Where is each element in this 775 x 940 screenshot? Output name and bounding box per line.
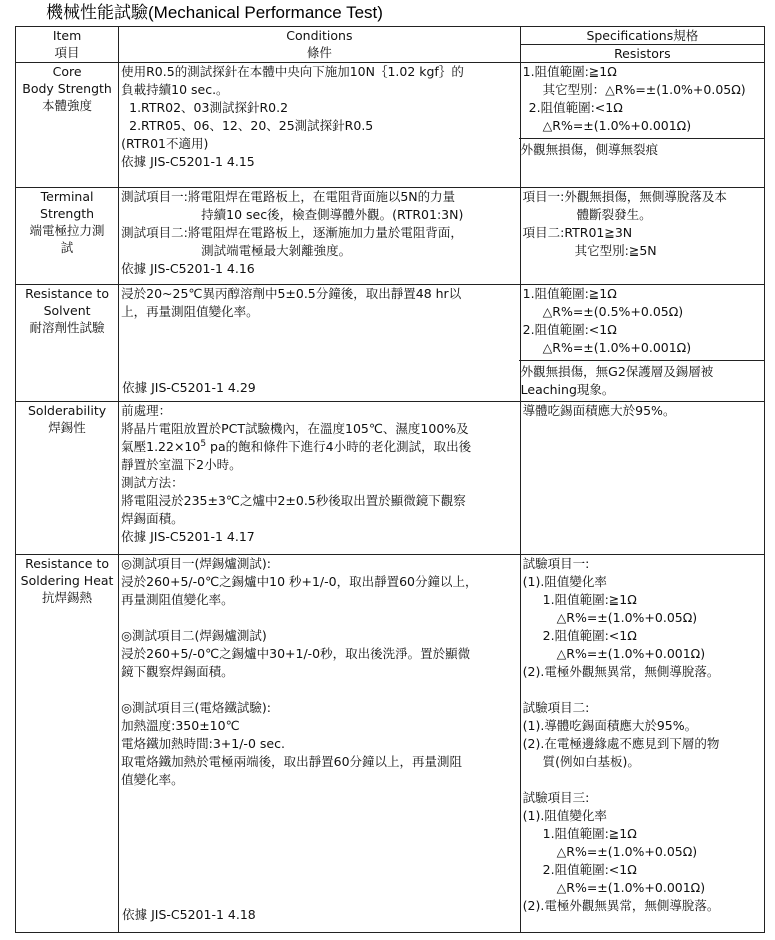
spec-line: 質(例如白基板)。	[542, 754, 640, 769]
spec-line: 2.阻值範圍:<1Ω	[542, 862, 637, 877]
condition-line: 再量測阻值變化率。	[121, 592, 234, 607]
condition-line: 使用R0.5的測試探針在本體中央向下施加10N｛1.02 kgf｝的	[121, 64, 464, 79]
spec-line: 2.阻值範圍:<1Ω	[528, 100, 623, 115]
item-name-line: 端電極拉力測	[29, 223, 105, 238]
standard-reference: 依據 JIS-C5201-1 4.15	[121, 154, 255, 169]
item-name-line: Soldering Heat	[20, 573, 114, 588]
spacer	[521, 681, 764, 699]
header-conditions	[119, 27, 521, 63]
spec-line: 導體吃錫面積應大於95%。	[522, 403, 676, 418]
spec-line: (2).電極外觀無異常，無側導脫落。	[522, 898, 720, 913]
standard-reference: 依據 JIS-C5201-1 4.18	[122, 907, 256, 922]
condition-line: 測試方法：	[121, 475, 184, 490]
condition-line: 浸於20~25℃異丙醇溶劑中5±0.5分鐘後，取出靜置48 hr以	[121, 286, 462, 301]
conditions-resistance-to-soldering-heat	[119, 555, 521, 933]
spec-line: 2.阻值範圍:<1Ω	[522, 322, 617, 337]
item-name-line: Resistance to	[25, 556, 109, 571]
spec-line: 其它型別：△R%=±(1.0%+0.05Ω)	[542, 82, 746, 97]
condition-line: ◎測試項目三(電烙鐵試驗):	[121, 700, 271, 715]
spec-line: △R%=±(1.0%+0.05Ω)	[556, 610, 698, 625]
spec-resistance-to-solvent	[520, 285, 764, 402]
condition-line: 取電烙鐵加熱於電極兩端後，取出靜置60分鐘以上，再量測阻	[121, 754, 463, 769]
conditions-resistance-to-solvent	[119, 285, 521, 402]
item-name-line: Strength	[40, 206, 95, 221]
header-conditions-zh: 條件	[306, 45, 332, 60]
item-name-line: Core	[52, 64, 82, 79]
condition-line: 2.RTR05、06、12、20、25測試探針R0.5	[129, 118, 374, 133]
row-core-body-strength	[16, 63, 765, 188]
spec-line: 項目二:RTR01≧3N	[522, 225, 633, 240]
spec-line: △R%=±(0.5%+0.05Ω)	[542, 304, 684, 319]
spec-line: (1).阻值變化率	[522, 574, 607, 589]
spec-line: Leaching現象。	[520, 382, 615, 397]
pressure-exponent: 5	[200, 438, 207, 449]
page-title: 機械性能試驗(Mechanical Performance Test)	[46, 3, 383, 22]
header-spec-resistors: Resistors	[614, 46, 671, 61]
item-name-line: 試	[60, 240, 74, 255]
item-name-line: Resistance to	[25, 286, 109, 301]
spec-line: 1.阻值範圍:≧1Ω	[542, 592, 637, 607]
item-resistance-to-soldering-heat	[16, 555, 119, 933]
item-name-line: 耐溶劑性試驗	[29, 320, 105, 335]
spec-appearance: 外觀無損傷，無G2保護層及錫層被	[519, 360, 764, 381]
mechanical-test-table	[15, 26, 765, 933]
standard-reference: 依據 JIS-C5201-1 4.29	[122, 380, 256, 395]
spec-line: 試驗項目三:	[522, 790, 590, 805]
row-resistance-to-solvent	[16, 285, 765, 402]
spec-core-body-strength	[520, 63, 764, 188]
condition-line: 浸於260+5/-0℃之錫爐中10 秒+1/-0，取出靜置60分鐘以上，	[121, 574, 478, 589]
header-row	[16, 27, 765, 63]
item-name-line: 本體強度	[42, 98, 93, 113]
header-specifications	[520, 27, 764, 63]
spec-line: 2.阻值範圍:<1Ω	[542, 628, 637, 643]
condition-line: 浸於260+5/-0℃之錫爐中30+1/-0秒，取出後洗淨。置於顯微	[121, 646, 471, 661]
condition-line: 將電阻浸於235±3℃之爐中2±0.5秒後取出置於顯微鏡下觀察	[121, 493, 466, 508]
spec-line: (2).在電極邊緣處不應見到下層的物	[522, 736, 720, 751]
spec-solderability	[520, 402, 764, 555]
condition-line	[121, 438, 518, 456]
spec-terminal-strength	[520, 188, 764, 285]
header-item	[16, 27, 119, 63]
spec-line: 試驗項目一:	[522, 556, 590, 571]
spec-line: 其它型別:≧5N	[574, 243, 657, 258]
header-spec-top: Specifications規格	[521, 27, 764, 45]
conditions-terminal-strength	[119, 188, 521, 285]
spec-line: △R%=±(1.0%+0.001Ω)	[556, 880, 706, 895]
item-name-line: Terminal	[40, 189, 94, 204]
item-name-line: Body Strength	[22, 81, 112, 96]
pressure-value: 氣壓1.22×10	[121, 439, 201, 454]
standard-reference: 依據 JIS-C5201-1 4.17	[121, 529, 255, 544]
condition-line: 鏡下觀察焊錫面積。	[121, 664, 234, 679]
spec-line: (2).電極外觀無異常，無側導脫落。	[522, 664, 720, 679]
spacer	[121, 681, 518, 699]
spec-line: 項目一:外觀無損傷，無側導脫落及本	[522, 189, 727, 204]
spec-line: 1.阻值範圍:≧1Ω	[522, 64, 617, 79]
condition-line: 前處理：	[121, 403, 172, 418]
spec-line: △R%=±(1.0%+0.001Ω)	[542, 340, 692, 355]
item-resistance-to-solvent	[16, 285, 119, 402]
spec-resistance-to-soldering-heat	[520, 555, 764, 933]
item-core-body-strength	[16, 63, 119, 188]
spec-line: 試驗項目二:	[522, 700, 590, 715]
spec-line: 1.阻值範圍:≧1Ω	[542, 826, 637, 841]
condition-line: 持續10 sec後，檢查側導體外觀。(RTR01:3N)	[201, 207, 464, 222]
row-resistance-to-soldering-heat	[16, 555, 765, 933]
item-name-line: Solvent	[43, 303, 91, 318]
spec-line: △R%=±(1.0%+0.001Ω)	[556, 646, 706, 661]
spacer	[121, 609, 518, 627]
condition-line: 測試端電極最大剝離強度。	[201, 243, 352, 258]
row-terminal-strength	[16, 188, 765, 285]
item-solderability	[16, 402, 119, 555]
item-name-line: 抗焊錫熱	[42, 590, 93, 605]
condition-line: 將晶片電阻放置於PCT試驗機內，在溫度105℃、濕度100%及	[121, 421, 469, 436]
header-item-en: Item	[52, 28, 82, 43]
row-solderability	[16, 402, 765, 555]
header-item-zh: 項目	[54, 45, 80, 60]
condition-line: 靜置於室溫下2小時。	[121, 457, 242, 472]
conditions-solderability	[119, 402, 521, 555]
spec-appearance: 外觀無損傷，側導無裂痕	[519, 138, 764, 159]
condition-line: 加熱溫度:350±10℃	[121, 718, 240, 733]
spacer	[521, 771, 764, 789]
condition-line: 負載持續10 sec.。	[121, 82, 229, 97]
spec-line: △R%=±(1.0%+0.05Ω)	[556, 844, 698, 859]
header-conditions-en: Conditions	[286, 28, 353, 43]
item-terminal-strength	[16, 188, 119, 285]
condition-line: 測試項目二:將電阻焊在電路板上，逐漸施加力量於電阻背面，	[121, 225, 463, 240]
condition-line: 焊錫面積。	[121, 511, 184, 526]
item-name-line: Solderability	[27, 403, 107, 418]
spec-line: (1).阻值變化率	[522, 808, 607, 823]
condition-line: 上，再量測阻值變化率。	[121, 304, 259, 319]
condition-line: ◎測試項目一(焊錫爐測試):	[121, 556, 271, 571]
condition-line: (RTR01不適用)	[121, 136, 209, 151]
spec-line: △R%=±(1.0%+0.001Ω)	[542, 118, 692, 133]
condition-line: 1.RTR02、03測試探針R0.2	[129, 100, 289, 115]
condition-line: 測試項目一:將電阻焊在電路板上，在電阻背面施以5N的力量	[121, 189, 456, 204]
item-name-line: 焊錫性	[48, 420, 86, 435]
condition-text: pa的飽和條件下進行4小時的老化測試，取出後	[206, 439, 472, 454]
condition-line: 值變化率。	[121, 772, 184, 787]
standard-reference: 依據 JIS-C5201-1 4.16	[121, 261, 255, 276]
condition-line: 電烙鐵加熱時間:3+1/-0 sec.	[121, 736, 285, 751]
spec-line: 1.阻值範圍:≧1Ω	[522, 286, 617, 301]
spec-line: (1).導體吃錫面積應大於95%。	[522, 718, 698, 733]
spec-line: 體斷裂發生。	[576, 207, 652, 222]
conditions-core-body-strength	[119, 63, 521, 188]
condition-line: ◎測試項目二(焊錫爐測試)	[121, 628, 267, 643]
